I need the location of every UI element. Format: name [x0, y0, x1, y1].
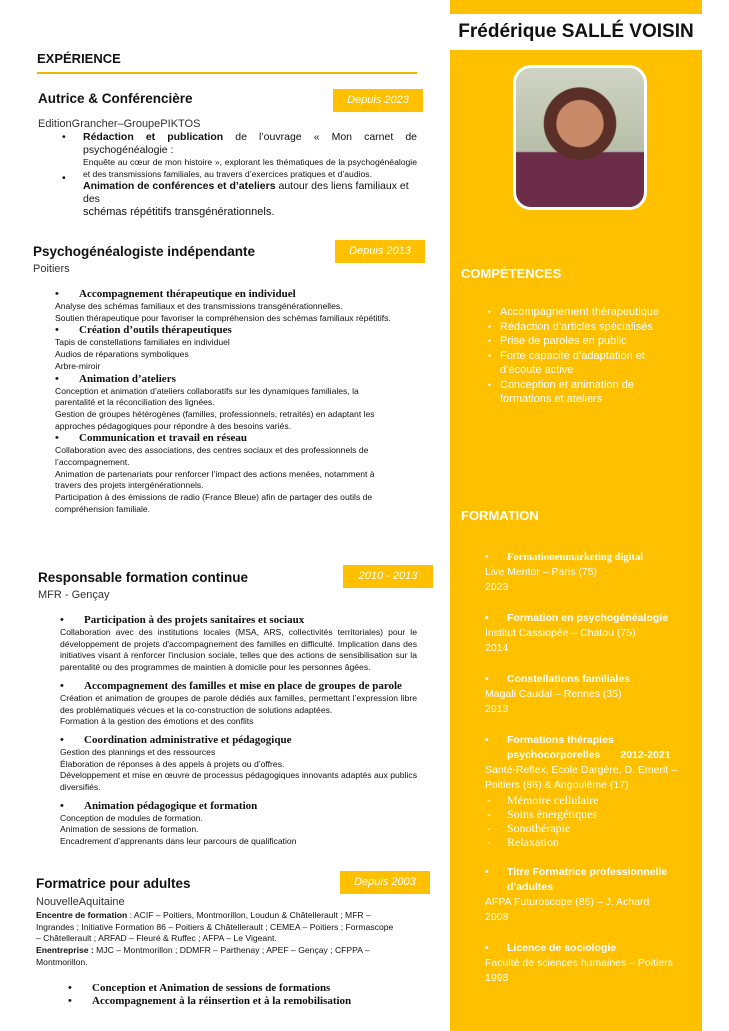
formation-item — [485, 672, 690, 717]
formation-year: 2012-2021 — [620, 749, 671, 761]
bullet-text: Création et animation de groupes de parole dédiés aux familles, permettant l’expression libre des problématiques vécues et la co-construction de solutions adaptées. — [60, 692, 417, 715]
bullet-text: Tapis de constellations familiales en individuel — [55, 337, 230, 348]
job-date-badge: 2010 - 2013 — [343, 565, 433, 588]
formation-place: Live Mentor – Paris (75) — [485, 566, 598, 578]
formation-title — [485, 550, 690, 565]
formation-title-text: Titre Formatrice professionnelle d’adultes — [507, 866, 668, 893]
formation-title — [485, 672, 690, 687]
formation-subitem: - Relaxation — [485, 835, 690, 849]
formation-item — [485, 865, 690, 925]
bullet-text: Soutien thérapeutique pour favoriser la compréhension des schémas familiaux répétitifs. — [55, 312, 391, 323]
bullet-heading: • Participation à des projets sanitaires et sociaux — [60, 614, 417, 627]
bullet-item: • Animation de conférences et d’ateliers autour des liens familiaux et des — [62, 172, 409, 206]
bullet-heading: • Animation d’ateliers — [55, 373, 400, 386]
bullet-icon: • — [485, 734, 489, 746]
formation-year: 2008 — [485, 911, 509, 923]
bullet-icon: • — [485, 552, 489, 563]
experience-header — [37, 51, 417, 74]
job-title: Psychogénéalogiste indépendante — [33, 244, 256, 259]
bullet-text: Encadrement d’apprenants dans leur parcours de qualification — [60, 836, 297, 847]
bullet-text: Conception de modules de formation. — [60, 812, 203, 823]
job-title: Formatrice pour adultes — [36, 876, 191, 891]
text: : ACIF – Poitiers, Montmorillon, Loudun & Châtellerault ; MFR – Ingrandes ; Initiative Formation 86 – Poitiers & Châtellerault ; CEMEA – Poitiers ; Formascope – Châtellerault ; ARFAD – Fleuré & Ruffec ; AFPA – Le Vigeant. — [36, 910, 394, 944]
bullet-heading: • Communication et travail en réseau — [55, 432, 400, 445]
formation-item — [485, 941, 690, 986]
formation-place: Santé-Reflex, Ecole Dargère, D. Emerit – Poitiers (86) & Angoulême (17) — [485, 764, 677, 791]
bullet-icon: • — [485, 612, 489, 624]
job-title: Responsable formation continue — [38, 570, 249, 585]
bullet-text: Audios de réparations symboliques — [55, 349, 189, 360]
formation-title: FORMATION — [461, 508, 539, 523]
formation-place: Faculté de sciences humaines – Poitiers — [485, 957, 673, 969]
experience-title: EXPÉRIENCE — [37, 51, 121, 66]
competence-item: • Conception et animation de formations et ateliers — [450, 378, 680, 407]
formation-title — [485, 611, 690, 626]
bullet-text: de l’ouvrage « Mon carnet de psychogénéalogie : — [83, 131, 417, 156]
formation-year: 2013 — [485, 703, 509, 715]
bullet-text: Formation à la gestion des émotions et des conflits — [60, 716, 254, 727]
competence-item: • Forte capacité d’adaptation et d’écoute active — [450, 349, 680, 378]
candidate-name: Frédérique SALLÉ VOISIN — [450, 14, 702, 50]
bullet-item: • Conception et Animation de sessions de formations — [68, 982, 428, 995]
formation-year: 2014 — [485, 642, 509, 654]
bullet-heading: • Accompagnement des familles et mise en place de groupes de parole — [60, 680, 417, 693]
bullet-text: Animation de partenariats pour renforcer l’impact des actions menées, notamment à travers des projets intergénérationnels. — [55, 468, 375, 491]
competence-item: • Prise de paroles en public — [450, 334, 680, 349]
job-title: Autrice & Conférencière — [38, 91, 193, 106]
formation-title — [485, 733, 690, 763]
bullet-heading: • Accompagnement thérapeutique en individuel — [55, 288, 400, 301]
job-org: Poitiers — [33, 263, 70, 275]
formation-title-text: Formation en psychogénéalogie — [507, 612, 669, 624]
bullet-text: Gestion des plannings et des ressources — [60, 746, 216, 757]
formation-title-text: Licence de sociologie — [507, 942, 617, 954]
job-details — [60, 614, 417, 848]
bullet-text: Arbre-miroir — [55, 360, 101, 371]
text: MJC – Montmorillon ; DDMFR – Parthenay ; APEF – Gençay ; CFPPA – Montmorillon. — [36, 945, 370, 967]
bullet-text: Animation de sessions de formation. — [60, 824, 199, 835]
paragraph — [36, 945, 396, 968]
bullet-text: Élaboration de réponses à des appels à projets ou d’offres. — [60, 758, 285, 769]
competence-item: • Rédaction d’articles spécialisés — [450, 320, 680, 335]
formation-place: Institut Cassiopée – Chatou (75) — [485, 627, 636, 639]
bullet-text: Conception et animation d’ateliers collaboratifs sur les dynamiques familiales, la parentalité et la réconciliation des lignées. — [55, 385, 359, 408]
bullet-icon: • — [485, 673, 489, 685]
formation-item — [485, 611, 690, 656]
job-details — [62, 131, 417, 219]
formation-subitem: - Soins énergétiques — [485, 807, 690, 821]
profile-photo — [513, 65, 647, 210]
formation-title — [485, 941, 690, 956]
job-details — [36, 910, 396, 969]
bullet-heading: • Coordination administrative et pédagogique — [60, 734, 417, 747]
formation-title-text: Formationenmarketing digital — [507, 552, 644, 563]
job-org: MFR - Gençay — [38, 589, 110, 601]
competences-title: COMPÉTENCES — [461, 266, 562, 281]
bullet-icon: • — [485, 866, 489, 878]
formation-place: AFPA Futuroscope (86) – J. Achard — [485, 896, 650, 908]
bullet-item: • Rédaction et publication de l’ouvrage « Mon carnet de psychogénéalogie : — [62, 131, 417, 156]
bullet-text: Développement et mise en œuvre de processus pédagogiques innovants adaptés aux publics diversifiés. — [60, 770, 417, 793]
bullet-bold: Rédaction et publication — [83, 131, 224, 143]
job-date-badge: Depuis 2003 — [340, 871, 430, 894]
bullet-bold: Animation de conférences et d’ateliers — [83, 180, 276, 193]
competences-list — [450, 305, 680, 407]
bullet-heading: • Création d’outils thérapeutiques — [55, 324, 400, 337]
bullet-text: Collaboration avec des associations, des centres sociaux et des professionnels de l’accompagnement. — [55, 445, 369, 468]
bullet-text: schémas répétitifs transgénérationnels. — [83, 206, 275, 219]
formation-year: 1998 — [485, 972, 509, 984]
formation-year: 2023 — [485, 581, 509, 593]
formation-title-text: Formations thérapies psychocorporelles — [507, 734, 614, 761]
job-org: NouvelleAquitaine — [36, 896, 125, 908]
label: Enentreprise : — [36, 945, 94, 956]
job-details — [55, 288, 400, 516]
formation-item — [485, 733, 690, 849]
formation-subitem: - Mémoire cellulaire — [485, 793, 690, 807]
bullet-item: • Accompagnement à la réinsertion et à la remobilisation — [68, 995, 428, 1008]
bullet-subtext: Enquête au cœur de mon histoire », explorant les thématiques de la psychogénéalogie et des transmissions familiales, au travers d’exercices pratiques et d’audios. — [83, 157, 417, 179]
bullet-heading: • Animation pédagogique et formation — [60, 800, 417, 813]
bullet-text: Collaboration avec des institutions locales (MSA, ARS, collectivités territoriales) pour le développement de projets d'accompagnement des familles en difficulté. Implication dans des initiatives visant à renforcer l'inclusion sociale, telles que des actions de sensibilisation sur la parentalité ou des programmes de maintien à domicile pour les personnes âgées. — [60, 627, 417, 673]
formation-item — [485, 550, 690, 595]
job-bullets — [68, 982, 428, 1008]
formation-place: Magali Caudal – Rennes (35) — [485, 688, 622, 700]
bullet-text: Participation à des émissions de radio (France Bleue) afin de partager des outils de compréhension familiale. — [55, 492, 373, 514]
job-date-badge: Depuis 2023 — [333, 89, 423, 112]
formation-subitem: - Sonothérapie — [485, 821, 690, 835]
bullet-icon: • — [485, 942, 489, 954]
bullet-text: Gestion de groupes hétérogènes (familles, professionnels, retraités) en adaptant les approches pédagogiques pour répondre à des besoins variés. — [55, 408, 375, 431]
divider — [37, 72, 417, 74]
formation-title — [485, 865, 690, 895]
bullet-text: autour des liens familiaux et des — [83, 180, 409, 206]
bullet-text: Analyse des schémas familiaux et des transmissions transgénérationnelles. — [55, 301, 343, 311]
formation-list — [485, 550, 690, 1002]
competence-item: • Accompagnement thérapeutique — [450, 305, 680, 320]
paragraph — [36, 910, 396, 945]
job-date-badge: Depuis 2013 — [335, 240, 425, 263]
job-org: EditionGrancher–GroupePIKTOS — [38, 118, 201, 130]
label: Encentre de formation — [36, 910, 128, 920]
formation-title-text: Constellations familiales — [507, 673, 631, 685]
